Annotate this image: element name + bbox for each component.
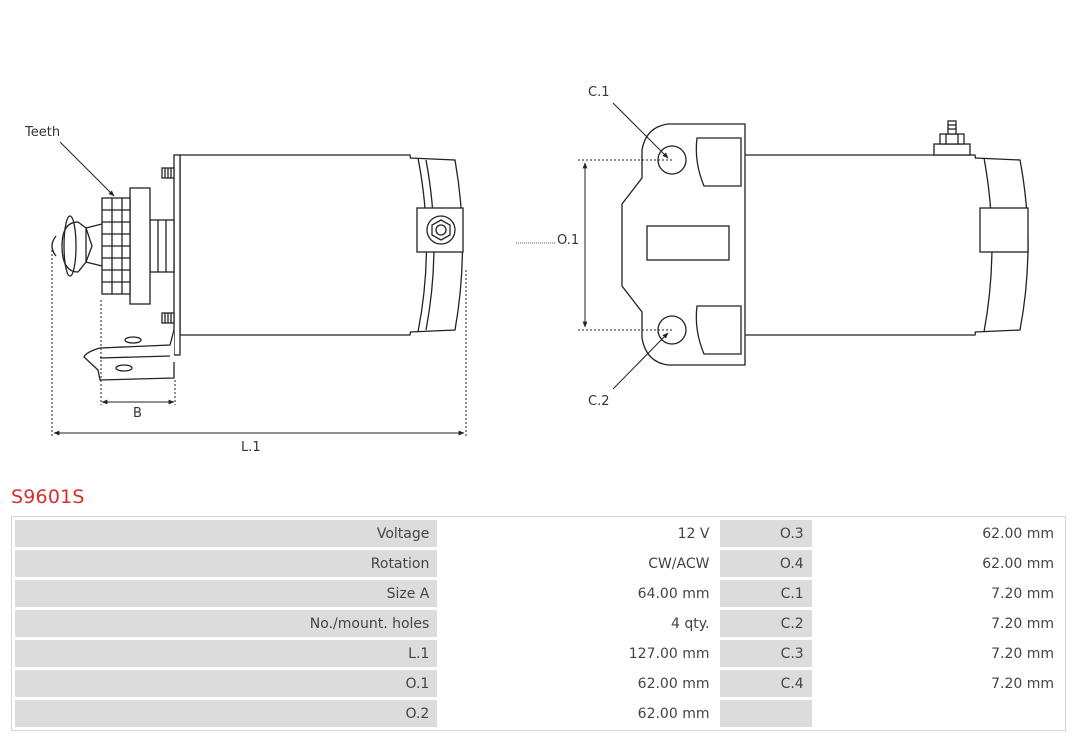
spec-label-secondary: C.1: [720, 580, 811, 607]
spec-value: CW/ACW: [440, 550, 717, 577]
spec-label-secondary: [720, 700, 811, 727]
spec-table-body: [15, 520, 1062, 727]
side-view: [52, 142, 466, 436]
label-l1: L.1: [241, 440, 261, 455]
spec-row: [15, 700, 1062, 727]
label-c1: C.1: [588, 85, 610, 100]
spec-value: 4 qty.: [440, 610, 717, 637]
spec-label: No./mount. holes: [15, 610, 437, 637]
spec-label: Voltage: [15, 520, 437, 547]
spec-row: [15, 670, 1062, 697]
spec-value: 62.00 mm: [440, 670, 717, 697]
spec-value-secondary: 62.00 mm: [815, 520, 1062, 547]
spec-label: L.1: [15, 640, 437, 667]
spec-row: [15, 640, 1062, 667]
spec-label-secondary: C.3: [720, 640, 811, 667]
spec-row: [15, 520, 1062, 547]
spec-label-secondary: O.4: [720, 550, 811, 577]
spec-label: Rotation: [15, 550, 437, 577]
spec-row: [15, 610, 1062, 637]
spec-value-secondary: 62.00 mm: [815, 550, 1062, 577]
spec-row: [15, 580, 1062, 607]
spec-label-secondary: C.4: [720, 670, 811, 697]
front-view: [516, 103, 1028, 389]
spec-label: O.1: [15, 670, 437, 697]
spec-value-secondary: 7.20 mm: [815, 640, 1062, 667]
spec-label: O.2: [15, 700, 437, 727]
spec-label: Size A: [15, 580, 437, 607]
label-c2: C.2: [588, 394, 610, 409]
spec-value: 127.00 mm: [440, 640, 717, 667]
spec-value-secondary: 7.20 mm: [815, 610, 1062, 637]
label-teeth: Teeth: [25, 125, 61, 140]
product-code: S9601S: [11, 486, 85, 508]
spec-row: [15, 550, 1062, 577]
spec-label-secondary: C.2: [720, 610, 811, 637]
label-o1: O.1: [557, 233, 580, 248]
spec-value: 62.00 mm: [440, 700, 717, 727]
spec-label-secondary: O.3: [720, 520, 811, 547]
spec-value-secondary: [815, 700, 1062, 727]
spec-value: 12 V: [440, 520, 717, 547]
spec-value-secondary: 7.20 mm: [815, 670, 1062, 697]
spec-value-secondary: 7.20 mm: [815, 580, 1062, 607]
label-b: B: [133, 406, 142, 421]
spec-value: 64.00 mm: [440, 580, 717, 607]
spec-table: [11, 516, 1066, 731]
